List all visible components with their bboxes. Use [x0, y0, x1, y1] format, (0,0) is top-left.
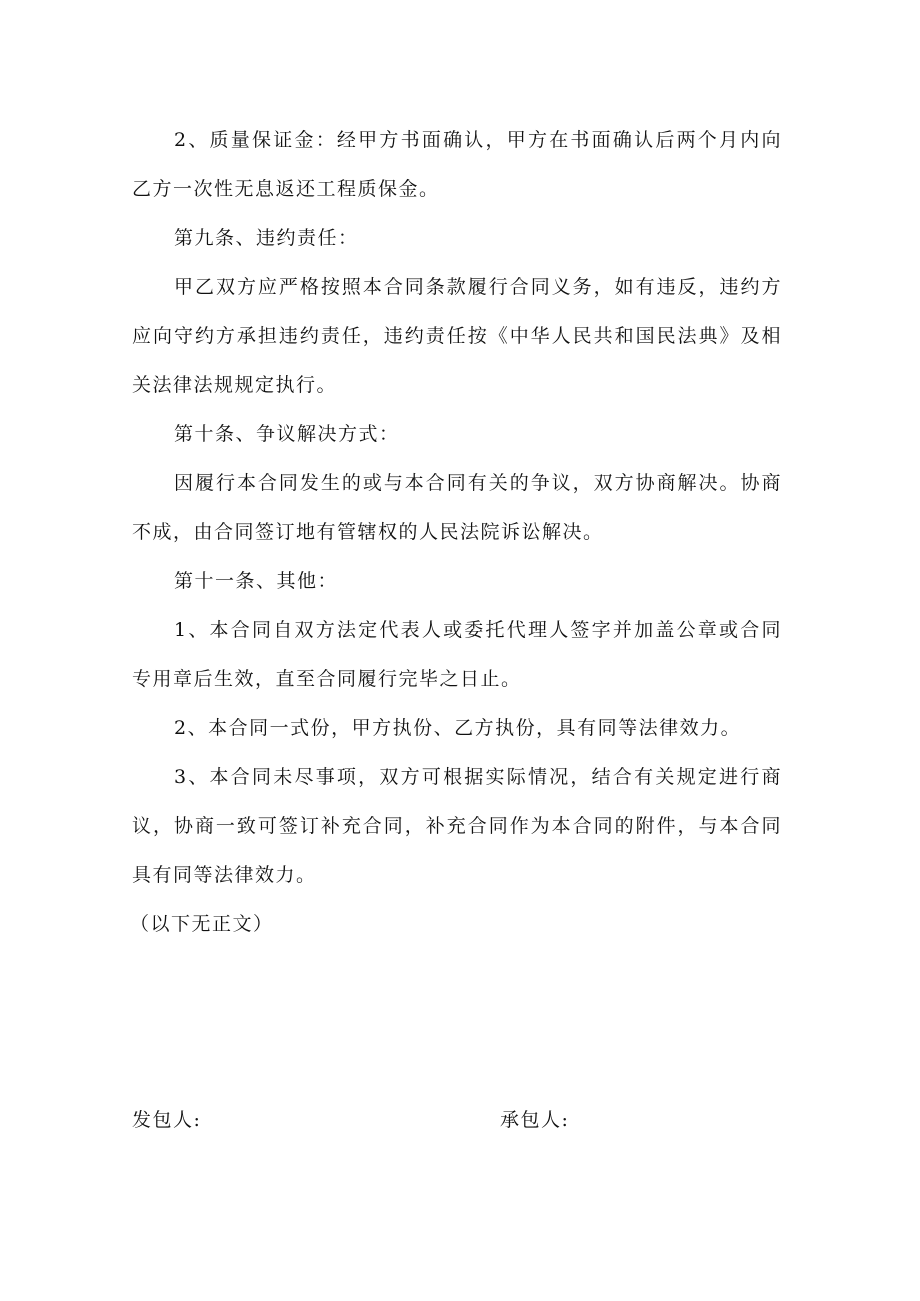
clause-quality-deposit: 2、质量保证金：经甲方书面确认，甲方在书面确认后两个月内向乙方一次性无息返还工程质保金。: [132, 129, 782, 200]
article-ten-heading: 第十条、争议解决方式：: [174, 423, 400, 445]
article-eleven-heading: 第十一条、其他：: [174, 570, 339, 592]
clause-effective-date: 1、本合同自双方法定代表人或委托代理人签字并加盖公章或合同专用章后生效，直至合同履行完毕之日止。: [132, 619, 782, 690]
signature-party-b: 承包人:: [500, 1109, 570, 1131]
no-text-below-note: （以下无正文）: [130, 913, 274, 935]
clause-copies: 2、本合同一式份，甲方执份、乙方执份，具有同等法律效力。: [174, 717, 742, 739]
article-nine-heading: 第九条、违约责任：: [174, 227, 359, 249]
article-ten-body: 因履行本合同发生的或与本合同有关的争议，双方协商解决。协商不成，由合同签订地有管辖权的人民法院诉讼解决。: [132, 472, 782, 543]
signature-party-a: 发包人:: [132, 1109, 202, 1131]
article-nine-body: 甲乙双方应严格按照本合同条款履行合同义务，如有违反，违约方应向守约方承担违约责任，违约责任按《中华人民共和国民法典》及相关法律法规规定执行。: [132, 276, 782, 396]
clause-supplementary: 3、本合同未尽事项，双方可根据实际情况，结合有关规定进行商议，协商一致可签订补充合同，补充合同作为本合同的附件，与本合同具有同等法律效力。: [132, 766, 782, 886]
